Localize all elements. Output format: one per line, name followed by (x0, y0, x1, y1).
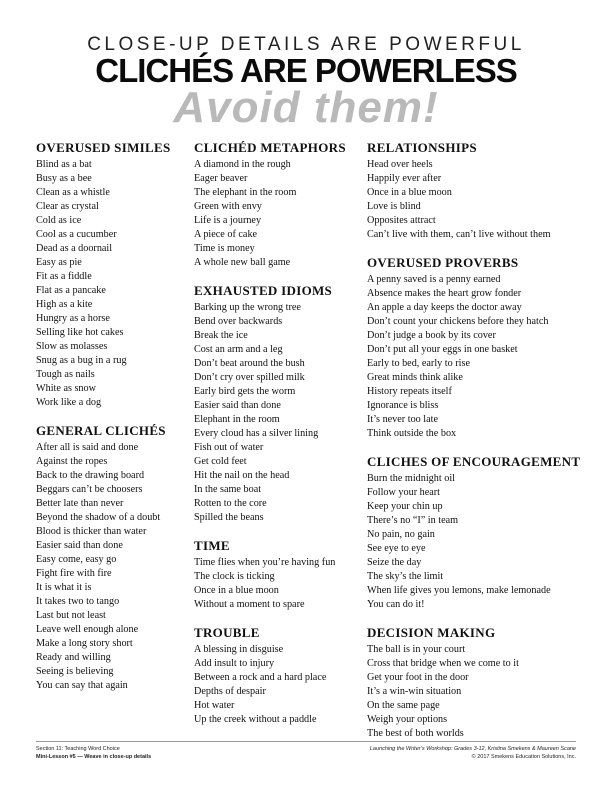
cliche-item: Blood is thicker than water (36, 526, 147, 537)
cliche-item: A whole new ball game (194, 257, 291, 268)
cliche-section (367, 255, 587, 441)
cliche-list (36, 441, 186, 693)
cliche-item: Follow your heart (367, 487, 440, 498)
cliche-item: No pain, no gain (367, 529, 435, 540)
cliche-item: A piece of cake (194, 229, 258, 240)
cliche-item: Leave well enough alone (36, 624, 139, 635)
cliche-section (194, 140, 359, 270)
cliche-item: Keep your chin up (367, 501, 443, 512)
cliche-item: You can say that again (36, 680, 128, 691)
cliche-item: The elephant in the room (194, 187, 297, 198)
cliche-item: On the same page (367, 700, 440, 711)
footer-left (36, 745, 151, 761)
section-heading: EXHAUSTED IDIOMS (194, 283, 333, 298)
footer-right (370, 745, 576, 761)
section-heading: OVERUSED SIMILES (36, 140, 171, 155)
cliche-item: The sky’s the limit (367, 571, 444, 582)
cliche-section (367, 625, 587, 741)
cliche-item: Clean as a whistle (36, 187, 110, 198)
cliche-item: Spilled the beans (194, 512, 264, 523)
cliche-item: Seeing is believing (36, 666, 114, 677)
cliche-item: Slow as molasses (36, 341, 108, 352)
cliche-item: Early bird gets the worm (194, 386, 296, 397)
cliche-item: In the same boat (194, 484, 262, 495)
cliche-item: Once in a blue moon (367, 187, 452, 198)
cliche-item: A diamond in the rough (194, 159, 291, 170)
cliche-list (194, 556, 359, 612)
cliche-item: It is what it is (36, 582, 92, 593)
cliche-item: Happily ever after (367, 173, 442, 184)
cliche-item: A blessing in disguise (194, 644, 284, 655)
cliche-item: Cross that bridge when we come to it (367, 658, 519, 669)
section-heading: TIME (194, 538, 230, 553)
cliche-item: Easy as pie (36, 257, 82, 268)
cliche-item: Cold as ice (36, 215, 82, 226)
cliche-item: Early to bed, early to rise (367, 358, 470, 369)
cliche-item: When life gives you lemons, make lemonade (367, 585, 551, 596)
cliche-list (367, 158, 587, 242)
cliche-item: Don’t beat around the bush (194, 358, 305, 369)
cliche-item: Busy as a bee (36, 173, 92, 184)
cliche-section (194, 625, 359, 727)
cliche-item: Absence makes the heart grow fonder (367, 288, 522, 299)
cliche-list (36, 158, 186, 410)
cliche-item: Hit the nail on the head (194, 470, 290, 481)
cliche-list (367, 273, 587, 441)
cliche-item: Love is blind (367, 201, 421, 212)
cliche-list (367, 472, 587, 612)
cliche-item: Elephant in the room (194, 414, 280, 425)
section-heading: CLICHÉD METAPHORS (194, 140, 346, 155)
cliche-list (367, 643, 587, 741)
cliche-item: Don’t judge a book by its cover (367, 330, 496, 341)
cliche-item: Bend over backwards (194, 316, 283, 327)
cliche-item: Without a moment to spare (194, 599, 305, 610)
cliche-item: Blind as a bat (36, 159, 92, 170)
cliche-item: Eager beaver (194, 173, 248, 184)
cliche-item: Make a long story short (36, 638, 133, 649)
cliche-item: Get your foot in the door (367, 672, 469, 683)
section-heading: CLICHES OF ENCOURAGEMENT (367, 454, 581, 469)
cliche-list (194, 301, 359, 525)
cliche-section (367, 140, 587, 242)
cliche-item: Easy come, easy go (36, 554, 117, 565)
cliche-item: There’s no “I” in team (367, 515, 459, 526)
column-3 (367, 140, 587, 754)
cliche-item: Can’t live with them, can’t live without them (367, 229, 551, 240)
cliche-list (194, 158, 359, 270)
cliche-item: It’s never too late (367, 414, 439, 425)
cliche-item: High as a kite (36, 299, 93, 310)
cliche-item: Burn the midnight oil (367, 473, 456, 484)
cliche-item: Hot water (194, 700, 235, 711)
cliche-item: White as snow (36, 383, 96, 394)
cliche-item: Clear as crystal (36, 201, 99, 212)
cliche-item: Time is money (194, 243, 255, 254)
cliche-item: Hungry as a horse (36, 313, 110, 324)
section-heading: GENERAL CLICHÉS (36, 423, 166, 438)
page-subtitle: CLOSE-UP DETAILS ARE POWERFUL (87, 34, 525, 55)
cliche-item: Against the ropes (36, 456, 108, 467)
cliche-item: Don’t count your chickens before they hatch (367, 316, 549, 327)
footer-lesson-text: Mini-Lesson #5 — Weave in close-up details (36, 754, 152, 760)
cliche-section (36, 423, 186, 693)
cliche-item: Tough as nails (36, 369, 95, 380)
cliche-item: The ball is in your court (367, 644, 466, 655)
cliche-item: Fish out of water (194, 442, 264, 453)
cliche-item: Better late than never (36, 498, 124, 509)
footer-section-text: Section 11: Teaching Word Choice (36, 746, 120, 752)
cliche-item: A penny saved is a penny earned (367, 274, 501, 285)
cliche-item: You can do it! (367, 599, 425, 610)
cliche-item: Time flies when you’re having fun (194, 557, 336, 568)
cliche-item: Easier said than done (194, 400, 281, 411)
cliche-item: Add insult to injury (194, 658, 275, 669)
cliche-item: Life is a journey (194, 215, 262, 226)
column-2 (194, 140, 359, 740)
page-title: CLICHÉS ARE POWERLESS (95, 52, 517, 89)
cliche-item: See eye to eye (367, 543, 426, 554)
cliche-item: Head over heels (367, 159, 433, 170)
cliche-item: Work like a dog (36, 397, 102, 408)
cliche-item: Get cold feet (194, 456, 247, 467)
cliche-item: Back to the drawing board (36, 470, 145, 481)
section-heading: OVERUSED PROVERBS (367, 255, 519, 270)
cliche-item: Opposites attract (367, 215, 436, 226)
page-tagline: Avoid them! (173, 83, 439, 132)
cliche-item: Green with envy (194, 201, 262, 212)
column-1 (36, 140, 186, 706)
cliche-item: It takes two to tango (36, 596, 120, 607)
footer-book-text: Launching the Writer’s Workshop: Grades 3-12, Kristina Smekens & Maureen Scane (369, 746, 576, 752)
cliche-item: Ready and willing (36, 652, 111, 663)
cliche-section (367, 454, 587, 612)
cliche-item: Depths of despair (194, 686, 266, 697)
cliche-item: Between a rock and a hard place (194, 672, 327, 683)
cliche-section (194, 283, 359, 525)
cliche-item: Beggars can’t be choosers (36, 484, 143, 495)
cliche-item: An apple a day keeps the doctor away (367, 302, 522, 313)
cliche-item: Don’t cry over spilled milk (194, 372, 305, 383)
cliche-section (36, 140, 186, 410)
cliche-item: Barking up the wrong tree (194, 302, 301, 313)
cliche-item: Flat as a pancake (36, 285, 106, 296)
cliche-item: Weigh your options (367, 714, 448, 725)
footer-divider (36, 741, 576, 742)
cliche-item: Up the creek without a paddle (194, 714, 317, 725)
cliche-item: Last but not least (36, 610, 106, 621)
cliche-item: Break the ice (194, 330, 248, 341)
cliche-item: Don’t put all your eggs in one basket (367, 344, 518, 355)
cliche-item: Selling like hot cakes (36, 327, 124, 338)
cliche-item: Cool as a cucumber (36, 229, 117, 240)
section-heading: TROUBLE (194, 625, 260, 640)
cliche-list (194, 643, 359, 727)
cliche-item: Seize the day (367, 557, 422, 568)
cliche-item: Dead as a doornail (36, 243, 113, 254)
cliche-item: Snug as a bug in a rug (36, 355, 127, 366)
cliche-item: Beyond the shadow of a doubt (36, 512, 161, 523)
section-heading: RELATIONSHIPS (367, 140, 477, 155)
cliche-item: After all is said and done (36, 442, 139, 453)
cliche-item: Once in a blue moon (194, 585, 279, 596)
cliche-item: History repeats itself (367, 386, 452, 397)
cliche-item: Cost an arm and a leg (194, 344, 283, 355)
cliche-item: Ignorance is bliss (367, 400, 439, 411)
cliche-item: The clock is ticking (194, 571, 275, 582)
cliche-item: Great minds think alike (367, 372, 463, 383)
cliche-item: Every cloud has a silver lining (194, 428, 319, 439)
cliche-item: Rotten to the core (194, 498, 267, 509)
cliche-item: The best of both worlds (367, 728, 464, 739)
cliche-item: Think outside the box (367, 428, 457, 439)
cliche-item: Fit as a fiddle (36, 271, 92, 282)
cliche-section (194, 538, 359, 612)
section-heading: DECISION MAKING (367, 625, 496, 640)
cliche-item: Easier said than done (36, 540, 123, 551)
cliche-item: Fight fire with fire (36, 568, 112, 579)
footer-copyright-text: © 2017 Smekens Education Solutions, Inc. (471, 754, 576, 760)
cliche-item: It’s a win-win situation (367, 686, 462, 697)
